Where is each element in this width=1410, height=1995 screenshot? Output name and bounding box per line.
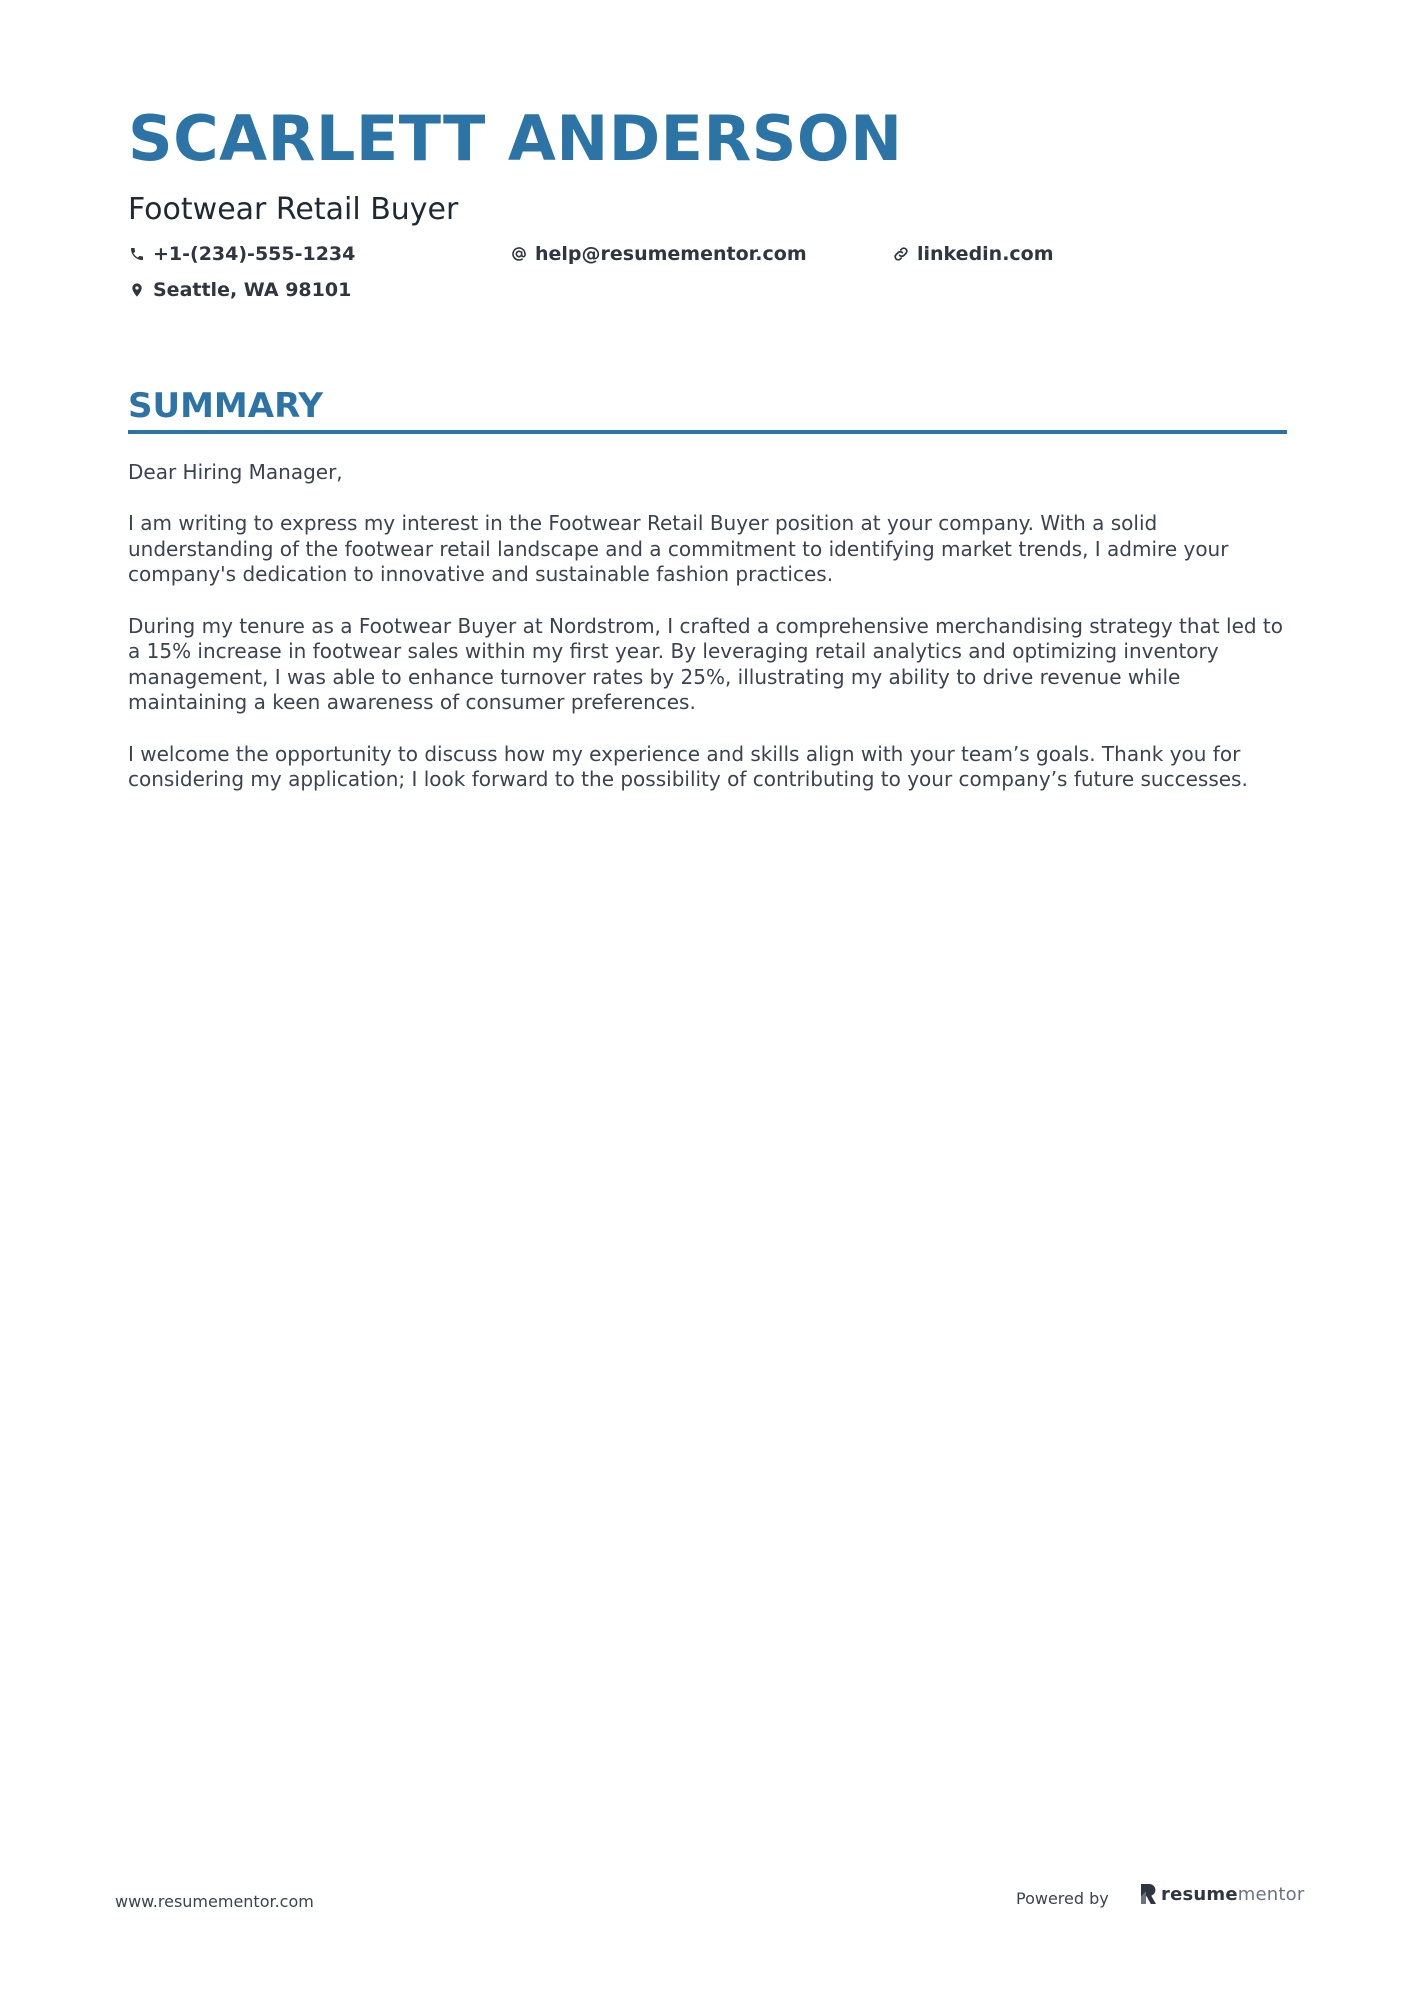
at-icon <box>510 245 528 263</box>
contact-email <box>510 241 807 267</box>
email-text[interactable]: help@resumementor.com <box>535 243 807 265</box>
brand-word-resume: resume <box>1161 1883 1238 1905</box>
resumementor-logo-icon <box>1139 1883 1157 1905</box>
resumementor-logo[interactable] <box>1139 1883 1304 1905</box>
letter-paragraph: I welcome the opportunity to discuss how my experience and skills align with your team’s goals. Thank you for considering my application; I look forward to the possibility of contributing to your company’s future successes. <box>128 741 1248 792</box>
link-icon <box>892 245 910 263</box>
summary-heading: SUMMARY <box>128 386 324 426</box>
linkedin-text[interactable]: linkedin.com <box>917 243 1054 265</box>
map-pin-icon <box>128 281 146 299</box>
contact-phone <box>128 241 355 267</box>
resumementor-wordmark <box>1161 1884 1304 1905</box>
candidate-name: SCARLETT ANDERSON <box>128 102 903 175</box>
phone-icon <box>128 245 146 263</box>
section-divider <box>128 430 1287 434</box>
job-title: Footwear Retail Buyer <box>128 192 459 227</box>
brand-word-mentor: mentor <box>1237 1883 1305 1905</box>
powered-by-label: Powered by <box>1016 1889 1109 1908</box>
phone-text: +1-(234)-555-1234 <box>153 243 356 265</box>
letter-salutation: Dear Hiring Manager, <box>128 460 343 484</box>
cover-letter-body <box>128 460 1290 818</box>
contact-linkedin <box>892 241 1054 267</box>
letter-paragraph: During my tenure as a Footwear Buyer at Nordstrom, I crafted a comprehensive merchandising strategy that led to a 15% increase in footwear sales within my first year. By leveraging retail analytics and optimizing inventory management, I was able to enhance turnover rates by 25%, illustrating my ability to drive revenue while maintaining a keen awareness of consumer preferences. <box>128 613 1283 715</box>
contact-location <box>128 277 351 303</box>
letter-paragraph: I am writing to express my interest in the Footwear Retail Buyer position at your company. With a solid understanding of the footwear retail landscape and a commitment to identifying market trends, I admire your company's dedication to innovative and sustainable fashion practices. <box>128 511 1229 587</box>
footer-website-link[interactable]: www.resumementor.com <box>115 1892 314 1911</box>
location-text: Seattle, WA 98101 <box>153 279 352 301</box>
